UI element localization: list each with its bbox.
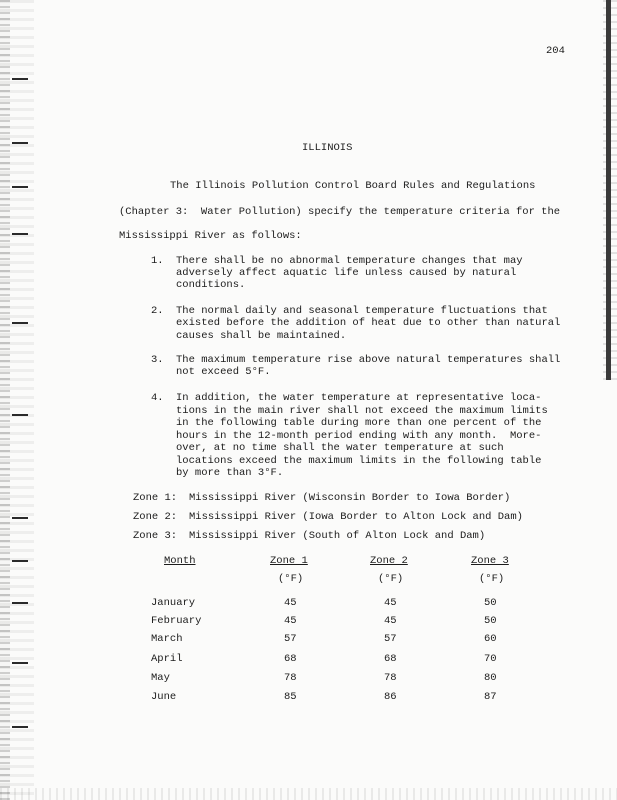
scan-edge-bottom [0,788,617,800]
intro-line: (Chapter 3: Water Pollution) specify the temperature criteria for the [119,206,561,218]
binder-mark [12,78,28,80]
table-cell-month: January [151,597,196,609]
scan-edge-right-bar [606,0,611,380]
table-unit-zone-2: (°F) [378,573,404,585]
criterion-number: 1. [151,255,164,267]
table-header-zone-3: Zone 3 [471,555,509,567]
criterion-line: causes shall be maintained. [176,330,347,342]
binder-mark [12,662,28,664]
binder-mark [12,560,28,562]
criterion-line: adversely affect aquatic life unless caused by natural [176,267,517,279]
table-header-zone-1: Zone 1 [270,555,308,567]
table-cell-month: May [151,672,170,684]
zone-description: Mississippi River (South of Alton Lock and Dam) [189,530,486,542]
criterion-number: 3. [151,354,164,366]
table-cell-zone-3: 50 [484,615,497,627]
criterion-line: The maximum temperature rise above natural temperatures shall [176,354,561,366]
table-cell-zone-1: 85 [284,691,297,703]
intro-line: The Illinois Pollution Control Board Rules and Regulations [170,180,536,192]
criterion-line: conditions. [176,279,246,291]
table-cell-zone-3: 60 [484,633,497,645]
binder-mark [12,322,28,324]
criterion-line: There shall be no abnormal temperature changes that may [176,255,523,267]
binder-mark [12,186,28,188]
scan-edge-left-dark [0,0,10,800]
zone-label: Zone 3: [133,530,178,542]
binder-mark [12,233,28,235]
table-cell-zone-3: 70 [484,653,497,665]
table-cell-zone-2: 78 [384,672,397,684]
table-cell-zone-1: 57 [284,633,297,645]
criterion-line: not exceed 5°F. [176,366,271,378]
criterion-line: by more than 3°F. [176,467,284,479]
criterion-line: in the following table during more than one percent of the [176,417,542,429]
table-cell-zone-3: 50 [484,597,497,609]
criterion-line: hours in the 12-month period ending with any month. More- [176,430,542,442]
criterion-line: locations exceed the maximum limits in the following table [176,455,542,467]
binder-mark [12,142,28,144]
table-cell-zone-3: 87 [484,691,497,703]
table-unit-zone-3: (°F) [479,573,505,585]
criterion-number: 4. [151,392,164,404]
table-cell-month: February [151,615,202,627]
page-title: ILLINOIS [302,142,353,154]
zone-description: Mississippi River (Wisconsin Border to Iowa Border) [189,492,511,504]
binder-mark [12,517,28,519]
binder-mark [12,726,28,728]
binder-mark [12,602,28,604]
criterion-line: tions in the main river shall not exceed the maximum limits [176,405,548,417]
page-number: 204 [546,45,565,57]
table-header-month: Month [164,555,196,567]
criterion-line: The normal daily and seasonal temperature fluctuations that [176,305,548,317]
zone-label: Zone 2: [133,511,178,523]
table-cell-zone-2: 57 [384,633,397,645]
table-cell-month: April [151,653,183,665]
table-cell-month: June [151,691,177,703]
table-cell-zone-1: 78 [284,672,297,684]
table-header-zone-2: Zone 2 [370,555,408,567]
criterion-number: 2. [151,305,164,317]
intro-line: Mississippi River as follows: [119,230,302,242]
table-cell-zone-1: 68 [284,653,297,665]
table-cell-zone-2: 86 [384,691,397,703]
table-cell-zone-2: 45 [384,597,397,609]
table-cell-zone-1: 45 [284,615,297,627]
zone-label: Zone 1: [133,492,178,504]
binder-mark [12,414,28,416]
table-unit-zone-1: (°F) [278,573,304,585]
table-cell-zone-2: 68 [384,653,397,665]
table-cell-zone-1: 45 [284,597,297,609]
table-cell-month: March [151,633,183,645]
criterion-line: over, at no time shall the water temperature at such [176,442,504,454]
table-cell-zone-2: 45 [384,615,397,627]
criterion-line: In addition, the water temperature at representative loca- [176,392,542,404]
table-cell-zone-3: 80 [484,672,497,684]
criterion-line: existed before the addition of heat due to other than natural [176,317,561,329]
zone-description: Mississippi River (Iowa Border to Alton Lock and Dam) [189,511,523,523]
